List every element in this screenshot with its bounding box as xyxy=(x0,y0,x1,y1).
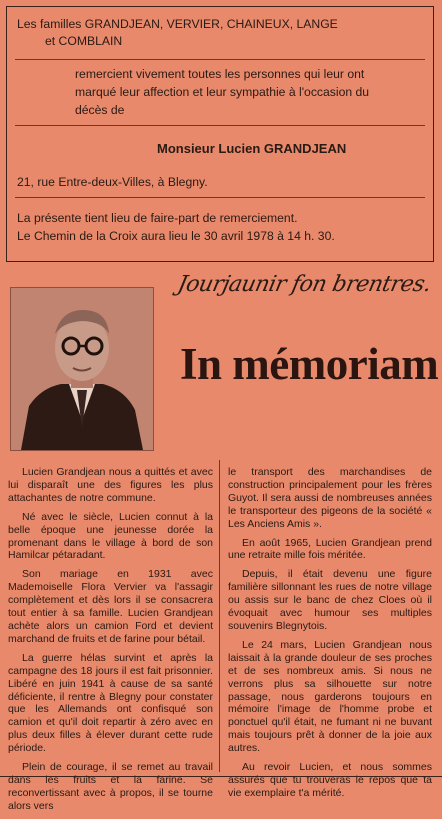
footer-line-2: Le Chemin de la Croix aura lieu le 30 avril 1978 à 14 h. 30. xyxy=(17,229,335,243)
deceased-name: Monsieur Lucien GRANDJEAN xyxy=(157,141,347,156)
article-paragraph: Le 24 mars, Lucien Grandjean nous laissait à la grande douleur de ses proches et de ses nombreux amis. Si nous ne verrons plus sa silhouette sur notre passage, nous garderons toujours en mémoire l'image de l'homme probe et ponctuel qu'il était, ne fumant ni ne buvant mais toujours prêt à donner de la joie aux autres. xyxy=(228,638,432,755)
footer-line-1: La présente tient lieu de faire-part de remerciement. xyxy=(17,211,298,225)
divider xyxy=(15,59,425,60)
article-paragraph: Au revoir Lucien, et nous sommes assurés que tu trouveras le repos que ta vie exemplaire t'a mérité. xyxy=(228,761,432,799)
divider xyxy=(15,197,425,198)
article-column-right xyxy=(228,466,432,806)
article-paragraph: Né avec le siècle, Lucien connut à la belle époque une jeunesse dorée la promenant dans le village à bord de son Hamilcar pétaradant. xyxy=(8,510,213,562)
thanks-line-3: décès de xyxy=(75,103,125,117)
article-paragraph: le transport des marchandises de construction principalement pour les frères Guyot. Il sera aussi de nombreuses années le transporteur des pigeons de la société « Les Anciens Amis ». xyxy=(228,466,432,530)
article-paragraph: Lucien Grandjean nous a quittés et avec lui disparaît une des figures les plus attachantes de notre commune. xyxy=(8,466,213,504)
thank-you-notice xyxy=(6,6,434,262)
address: 21, rue Entre-deux-Villes, à Blegny. xyxy=(17,175,208,189)
thanks-line-2: marqué leur affection et leur sympathie à l'occasion du xyxy=(75,85,370,99)
portrait-photo xyxy=(10,287,154,451)
divider xyxy=(15,125,425,126)
article-paragraph: Son mariage en 1931 avec Mademoiselle Flora Vervier va l'assagir complètement et dès lors il se consacrera tout entier à sa famille. Lucien Grandjean achète alors un camion Ford et devient marchand de fruits et de farine pour bétail. xyxy=(8,568,213,645)
column-divider xyxy=(219,460,220,772)
article-paragraph: Plein de courage, il se remet au travail dans les fruits et la farine. Se reconvertissant avec à propos, il se tourne alors vers xyxy=(8,761,213,812)
article-title: In mémoriam xyxy=(180,339,439,389)
article-paragraph: Depuis, il était devenu une figure familière sillonnant les rues de notre village ou assis sur le banc de chez Cloes où il évoquait avec humour ses multiples souvenirs Blegnytois. xyxy=(228,568,432,632)
article-paragraph: En août 1965, Lucien Grandjean prend une retraite mille fois méritée. xyxy=(228,536,432,562)
families-line: Les familles GRANDJEAN, VERVIER, CHAINEUX, LANGE xyxy=(17,17,338,31)
portrait-illustration xyxy=(11,288,153,450)
handwritten-annotation: Jourjaunir fon brentres. xyxy=(175,272,434,297)
families-line-2: et COMBLAIN xyxy=(45,34,123,48)
thanks-line-1: remercient vivement toutes les personnes qui leur ont xyxy=(75,67,365,81)
article-column-left xyxy=(8,466,213,819)
bottom-divider xyxy=(0,776,442,777)
article-paragraph: La guerre hélas survint et après la campagne des 18 jours il est fait prisonnier. Libéré en juin 1941 à cause de sa santé déficiente, il rentre à Blegny pour constater que les Allemands ont confisqué son camion et qu'il doit repartir à zéro avec en plus deux filles à élever durant cette rude période. xyxy=(8,651,213,755)
